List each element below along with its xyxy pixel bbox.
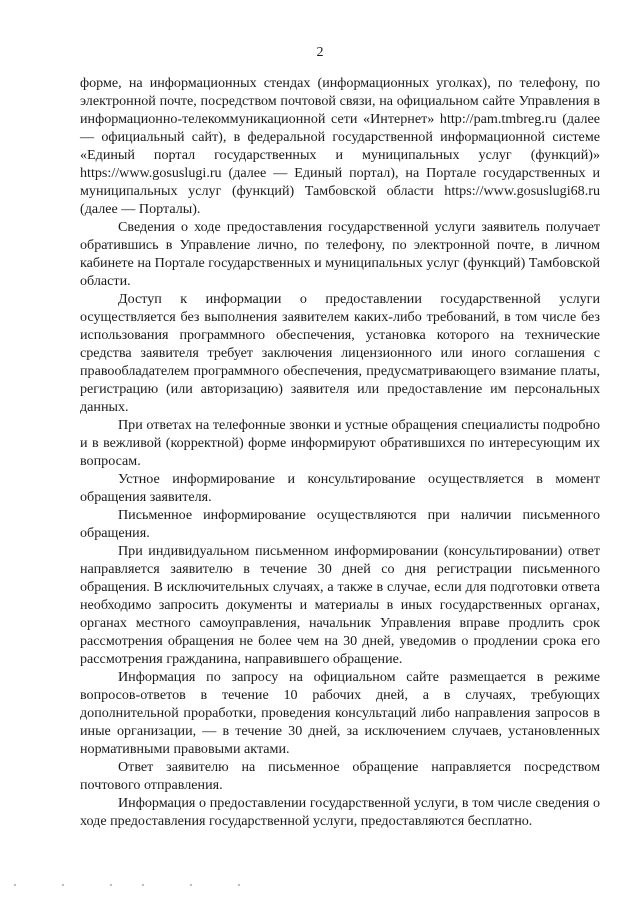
paragraph-oral-informing: Устное информирование и консультирование осуществляется в момент обращения заявителя.: [80, 471, 600, 505]
paragraph-free-of-charge: Информация о предоставлении государственной услуги, в том числе сведения о ходе предоставления государственной услуги, предоставляются бесплатно.: [80, 795, 600, 829]
paragraph-progress-info: Сведения о ходе предоставления государственной услуги заявитель получает обратившись в Управление лично, по телефону, по электронной почте, в личном кабинете на Портале государственных и муниципальных услуг (функций) Тамбовской области.: [80, 219, 600, 289]
paragraph-info-channels: форме, на информационных стендах (информационных уголках), по телефону, по электронной почте, посредством почтовой связи, на официальном сайте Управления в информационно-телекоммуникационной сети «Интернет» http://pam.tmbreg.ru (далее — официальный сайт), в федеральной государственной информационной системе «Единый портал государственных и муниципальных услуг (функций)» https://www.gosuslugi.ru (далее — Единый портал), на Портале государственных и муниципальных услуг (функций) Тамбовской области https://www.gosuslugi68.ru (далее — Порталы).: [80, 75, 600, 217]
paragraph-phone-answers: При ответах на телефонные звонки и устные обращения специалисты подробно и в вежливой (корректной) форме информируют обратившихся по интересующим их вопросам.: [80, 417, 600, 469]
paragraph-individual-written: При индивидуальном письменном информировании (консультировании) ответ направляется заявителю в течение 30 дней со дня регистрации письменного обращения. В исключительных случаях, а также в случае, если для подготовки ответа необходимо запросить документы и материалы в иных государственных органах, органах местного самоуправления, начальник Управления вправе продлить срок рассмотрения обращения не более чем на 30 дней, уведомив о продлении срока его рассмотрения гражданина, направившего обращение.: [80, 543, 600, 667]
document-body: [80, 74, 600, 830]
page-number: 2: [316, 45, 324, 60]
paragraph-access-conditions: Доступ к информации о предоставлении государственной услуги осуществляется без выполнения заявителем каких-либо требований, в том числе без использования программного обеспечения, установка которого на технические средства заявителя требует заключения лицензионного или иного соглашения с правообладателем программного обеспечения, предусматривающего взимание платы, регистрацию (или авторизацию) заявителя или предоставление им персональных данных.: [80, 291, 600, 415]
paragraph-website-requests: Информация по запросу на официальном сайте размещается в режиме вопросов-ответов в течение 10 рабочих дней, а в случаях, требующих дополнительной проработки, проведения консультаций либо направления запросов в иные организации, — в течение 30 дней, за исключением случаев, установленных нормативными правовыми актами.: [80, 669, 600, 757]
paragraph-postal-reply: Ответ заявителю на письменное обращение направляется посредством почтового отправления.: [80, 759, 600, 793]
paragraph-written-informing: Письменное информирование осуществляются при наличии письменного обращения.: [80, 507, 600, 541]
scan-artifacts: [14, 884, 314, 888]
